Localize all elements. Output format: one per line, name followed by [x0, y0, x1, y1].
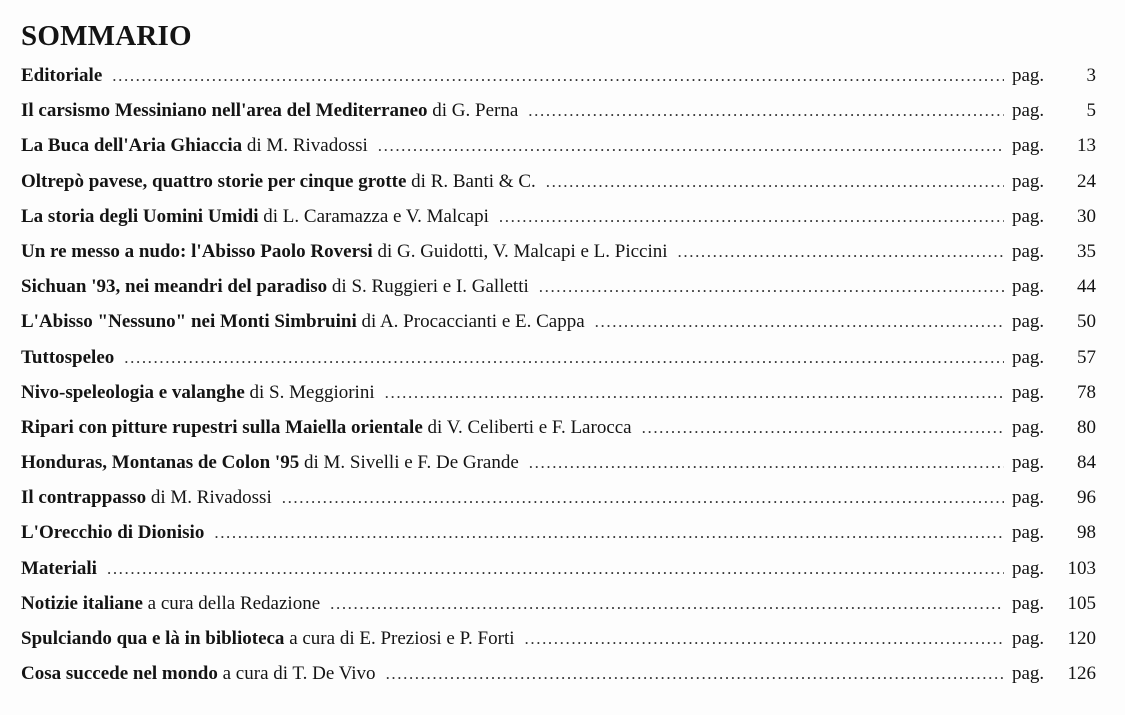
- article-authors: di M. Rivadossi: [150, 487, 272, 509]
- article-title: Il contrappasso: [21, 487, 147, 509]
- page-reference: [1012, 410, 1096, 445]
- article-authors: a cura di E. Preziosi e P. Forti: [289, 628, 515, 649]
- page-prefix: pag.: [1012, 487, 1045, 509]
- toc-entry: [21, 410, 1096, 445]
- article-title: Un re messo a nudo: l'Abisso Paolo Roversi: [21, 240, 373, 262]
- dot-leader: [678, 234, 1004, 269]
- dot-leader: [378, 128, 1004, 163]
- toc-entry: [21, 304, 1096, 339]
- page-prefix: pag.: [1012, 381, 1045, 403]
- page-number: 5: [1086, 100, 1096, 122]
- page-reference: [1012, 58, 1096, 93]
- page-prefix: pag.: [1012, 416, 1045, 438]
- dot-leader: [386, 656, 1004, 691]
- article-authors: a cura di T. De Vivo: [222, 663, 376, 685]
- toc-entry-text: [21, 58, 102, 93]
- dot-leader: [112, 58, 1004, 93]
- page-number: 120: [1067, 628, 1096, 649]
- contents-list: [21, 58, 1096, 691]
- page-prefix: pag.: [1012, 522, 1045, 544]
- toc-entry-text: [21, 93, 518, 128]
- page-number: 3: [1086, 65, 1096, 86]
- toc-entry-text: [21, 199, 489, 234]
- article-authors: di G. Guidotti, V. Malcapi e L. Piccini: [377, 240, 668, 262]
- page-reference: [1012, 445, 1096, 480]
- dot-leader: [330, 586, 1004, 621]
- page-number: 96: [1077, 487, 1096, 509]
- article-title: Cosa succede nel mondo: [21, 663, 218, 685]
- toc-entry-text: [21, 340, 114, 375]
- toc-entry: [21, 375, 1096, 410]
- page-reference: [1012, 480, 1096, 515]
- page-reference: [1012, 269, 1096, 304]
- page-reference: [1012, 656, 1096, 691]
- page-reference: [1012, 234, 1096, 269]
- toc-entry: [21, 340, 1096, 375]
- toc-entry: [21, 199, 1096, 234]
- toc-entry-text: [21, 269, 529, 304]
- page-reference: [1012, 199, 1096, 234]
- toc-entry-text: [21, 621, 515, 656]
- toc-entry: [21, 58, 1096, 93]
- dot-leader: [385, 375, 1004, 410]
- dot-leader: [642, 410, 1004, 445]
- toc-entry-text: [21, 515, 204, 550]
- article-authors: di A. Procaccianti e E. Cappa: [361, 311, 585, 333]
- article-title: Spulciando qua e là in biblioteca: [21, 628, 285, 649]
- article-title: Nivo-speleologia e valanghe: [21, 381, 245, 403]
- page-reference: [1012, 621, 1096, 656]
- article-authors: di V. Celiberti e F. Larocca: [427, 416, 632, 438]
- toc-entry: [21, 445, 1096, 480]
- page-number: 84: [1077, 452, 1096, 474]
- article-title: La storia degli Uomini Umidi: [21, 205, 259, 227]
- toc-entry-text: [21, 480, 272, 515]
- toc-entry: [21, 234, 1096, 269]
- toc-entry-text: [21, 586, 320, 621]
- dot-leader: [595, 304, 1004, 339]
- page-reference: [1012, 515, 1096, 550]
- article-title: Il carsismo Messiniano nell'area del Mediterraneo: [21, 100, 428, 122]
- toc-entry: [21, 515, 1096, 550]
- page-prefix: pag.: [1012, 557, 1045, 579]
- page-number: 30: [1077, 205, 1096, 227]
- article-title: Notizie italiane: [21, 592, 143, 614]
- page-reference: [1012, 304, 1096, 339]
- page-reference: [1012, 164, 1096, 199]
- article-authors: di R. Banti & C.: [411, 170, 536, 192]
- toc-entry-text: [21, 234, 668, 269]
- dot-leader: [525, 621, 1004, 656]
- page-title: SOMMARIO: [21, 20, 192, 52]
- toc-entry: [21, 269, 1096, 304]
- article-title: L'Abisso "Nessuno" nei Monti Simbruini: [21, 311, 357, 333]
- page-prefix: pag.: [1012, 311, 1045, 333]
- page-number: 126: [1067, 663, 1096, 685]
- article-authors: a cura della Redazione: [147, 592, 321, 614]
- article-authors: di M. Sivelli e F. De Grande: [303, 452, 519, 474]
- article-authors: di S. Ruggieri e I. Galletti: [331, 276, 529, 298]
- page-reference: [1012, 93, 1096, 128]
- article-title: Oltrepò pavese, quattro storie per cinque grotte: [21, 170, 407, 192]
- toc-entry-text: [21, 164, 536, 199]
- article-authors: di S. Meggiorini: [249, 381, 375, 403]
- page-prefix: pag.: [1012, 346, 1045, 368]
- page-number: 44: [1077, 276, 1096, 298]
- toc-entry: [21, 656, 1096, 691]
- page-reference: [1012, 128, 1096, 163]
- page-reference: [1012, 375, 1096, 410]
- page-prefix: pag.: [1012, 135, 1045, 157]
- page-prefix: pag.: [1012, 592, 1045, 614]
- page-prefix: pag.: [1012, 663, 1045, 685]
- page-prefix: pag.: [1012, 628, 1045, 649]
- toc-entry: [21, 551, 1096, 586]
- dot-leader: [107, 551, 1004, 586]
- toc-entry-text: [21, 375, 375, 410]
- page-prefix: pag.: [1012, 452, 1045, 474]
- page-prefix: pag.: [1012, 170, 1045, 192]
- toc-entry-text: [21, 304, 585, 339]
- toc-entry: [21, 586, 1096, 621]
- article-title: Materiali: [21, 557, 97, 579]
- article-authors: di M. Rivadossi: [246, 135, 368, 157]
- dot-leader: [528, 93, 1004, 128]
- page-number: 35: [1077, 240, 1096, 262]
- article-authors: di L. Caramazza e V. Malcapi: [263, 205, 489, 227]
- page-number: 98: [1077, 522, 1096, 544]
- toc-entry: [21, 93, 1096, 128]
- toc-entry-text: [21, 128, 368, 163]
- page-number: 24: [1077, 170, 1096, 192]
- page-prefix: pag.: [1012, 65, 1045, 86]
- dot-leader: [124, 340, 1004, 375]
- article-title: Honduras, Montanas de Colon '95: [21, 452, 300, 474]
- article-authors: di G. Perna: [432, 100, 519, 122]
- toc-entry: [21, 128, 1096, 163]
- dot-leader: [539, 269, 1004, 304]
- page-prefix: pag.: [1012, 276, 1045, 298]
- toc-entry-text: [21, 551, 97, 586]
- article-title: Tuttospeleo: [21, 346, 115, 368]
- page-number: 57: [1077, 346, 1096, 368]
- article-title: L'Orecchio di Dionisio: [21, 522, 205, 544]
- toc-entry-text: [21, 445, 519, 480]
- page-number: 105: [1067, 592, 1096, 614]
- article-title: Sichuan '93, nei meandri del paradiso: [21, 276, 328, 298]
- dot-leader: [214, 515, 1004, 550]
- page-prefix: pag.: [1012, 240, 1045, 262]
- page-reference: [1012, 551, 1096, 586]
- page-number: 103: [1067, 557, 1096, 579]
- page-number: 50: [1077, 311, 1096, 333]
- page-number: 13: [1077, 135, 1096, 157]
- toc-entry: [21, 480, 1096, 515]
- article-title: Editoriale: [21, 65, 103, 86]
- page-reference: [1012, 586, 1096, 621]
- dot-leader: [529, 445, 1004, 480]
- page-prefix: pag.: [1012, 100, 1045, 122]
- dot-leader: [546, 164, 1004, 199]
- article-title: Ripari con pitture rupestri sulla Maiella orientale: [21, 416, 423, 438]
- page-prefix: pag.: [1012, 205, 1045, 227]
- dot-leader: [499, 199, 1004, 234]
- page-number: 78: [1077, 381, 1096, 403]
- page-reference: [1012, 340, 1096, 375]
- toc-entry: [21, 621, 1096, 656]
- toc-entry-text: [21, 656, 376, 691]
- page-number: 80: [1077, 416, 1096, 438]
- toc-entry: [21, 164, 1096, 199]
- dot-leader: [282, 480, 1004, 515]
- article-title: La Buca dell'Aria Ghiaccia: [21, 135, 243, 157]
- toc-entry-text: [21, 410, 632, 445]
